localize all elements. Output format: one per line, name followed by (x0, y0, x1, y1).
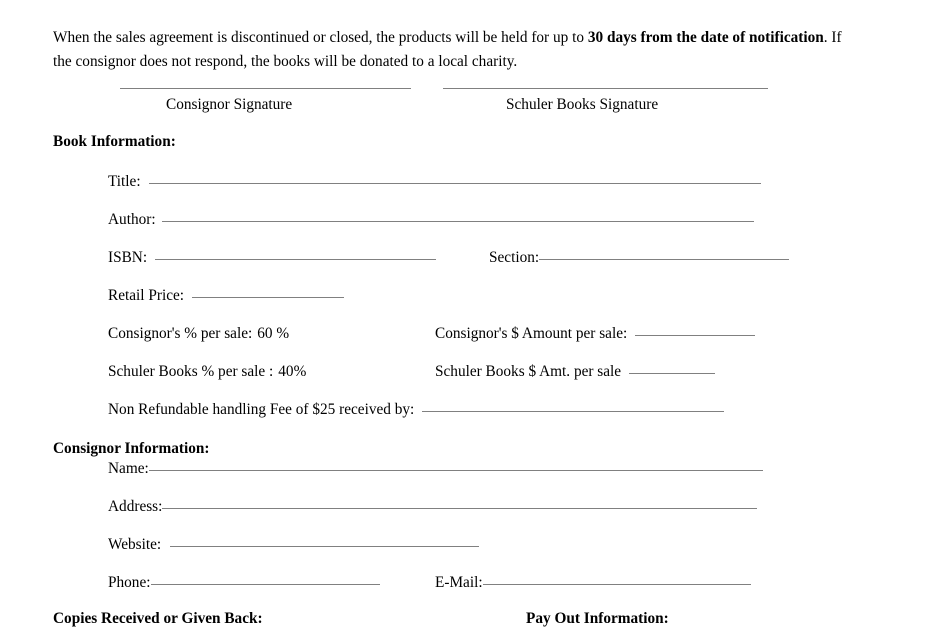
schuler-amount-input-line[interactable] (629, 373, 715, 374)
name-row (108, 459, 763, 479)
consignor-information-heading: Consignor Information: (53, 440, 210, 457)
intro-paragraph (53, 26, 859, 74)
section-input-line[interactable] (539, 259, 789, 260)
email-label: E-Mail: (435, 574, 483, 591)
schuler-percent-row (108, 362, 306, 382)
phone-label: Phone: (108, 574, 151, 591)
retail-price-row (108, 286, 344, 306)
author-label: Author: (108, 211, 156, 228)
website-label: Website: (108, 536, 162, 553)
copies-received-heading: Copies Received or Given Back: (53, 610, 263, 627)
schuler-signature-label: Schuler Books Signature (506, 96, 659, 113)
consignor-signature-label: Consignor Signature (166, 96, 293, 113)
address-label: Address: (108, 498, 163, 515)
consignor-percent-value: 60 % (257, 325, 290, 342)
intro-bold-clause: 30 days from the date of notification (587, 29, 824, 47)
website-row (108, 535, 479, 555)
intro-text-part2: . If the consignor does not respond, the books will be donated to a local charity. (53, 29, 842, 71)
website-input-line[interactable] (170, 546, 479, 547)
author-row (108, 210, 754, 230)
isbn-input-line[interactable] (155, 259, 436, 260)
handling-fee-input-line[interactable] (422, 411, 724, 412)
retail-price-input-line[interactable] (192, 297, 344, 298)
email-row (435, 573, 751, 593)
address-input-line[interactable] (162, 508, 757, 509)
schuler-percent-label: Schuler Books % per sale : (108, 363, 274, 380)
title-label: Title: (108, 173, 141, 190)
consignor-percent-label: Consignor's % per sale: (108, 325, 253, 342)
retail-price-label: Retail Price: (108, 287, 185, 304)
handling-fee-row (108, 400, 724, 420)
consignor-amount-input-line[interactable] (635, 335, 755, 336)
schuler-amount-row (435, 362, 715, 382)
name-input-line[interactable] (149, 470, 763, 471)
author-input-line[interactable] (162, 221, 754, 222)
section-label: Section: (489, 249, 540, 266)
schuler-percent-value: 40% (278, 363, 307, 380)
intro-text-part1: When the sales agreement is discontinued or closed, the products will be held for up to (53, 29, 588, 47)
section-row (489, 248, 789, 268)
consignor-amount-label: Consignor's $ Amount per sale: (435, 325, 628, 342)
title-input-line[interactable] (149, 183, 761, 184)
consignor-amount-row (435, 324, 755, 344)
title-row (108, 172, 761, 192)
isbn-row (108, 248, 436, 268)
phone-row (108, 573, 380, 593)
consignor-signature-line[interactable] (120, 88, 411, 89)
schuler-signature-line[interactable] (443, 88, 768, 89)
schuler-amount-label: Schuler Books $ Amt. per sale (435, 363, 622, 380)
payout-information-heading: Pay Out Information: (526, 610, 669, 627)
isbn-label: ISBN: (108, 249, 148, 266)
address-row (108, 497, 757, 517)
handling-fee-label: Non Refundable handling Fee of $25 received by: (108, 401, 415, 418)
book-information-heading: Book Information: (53, 133, 176, 150)
phone-input-line[interactable] (151, 584, 380, 585)
name-label: Name: (108, 460, 149, 477)
consignor-percent-row (108, 324, 289, 344)
email-input-line[interactable] (483, 584, 751, 585)
